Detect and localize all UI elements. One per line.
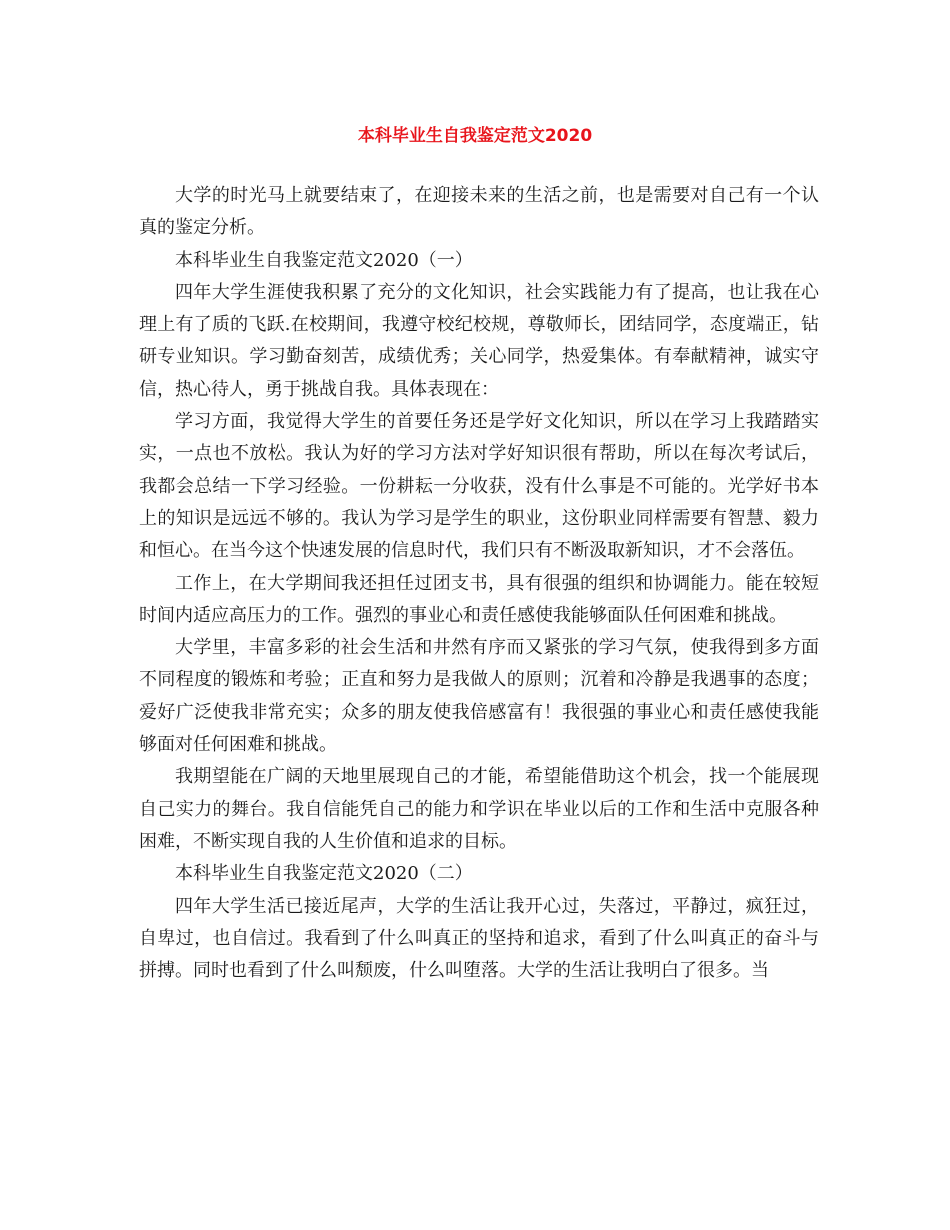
- document-body: [139, 180, 819, 987]
- body-paragraph: 学习方面，我觉得大学生的首要任务还是学好文化知识，所以在学习上我踏踏实实，一点也不放松。我认为好的学习方法对学好知识很有帮助，所以在每次考试后，我都会总结一下学习经验。一份耕耘一分收获，没有什么事是不可能的。光学好书本上的知识是远远不够的。我认为学习是学生的职业，这份职业同样需要有智慧、毅力和恒心。在当今这个快速发展的信息时代，我们只有不断汲取新知识，才不会落伍。: [139, 411, 819, 562]
- body-paragraph: 工作上，在大学期间我还担任过团支书，具有很强的组织和协调能力。能在较短时间内适应高压力的工作。强烈的事业心和责任感使我能够面队任何困难和挑战。: [139, 572, 819, 626]
- document-title: 本科毕业生自我鉴定范文2020: [357, 126, 593, 146]
- body-paragraph: 大学里，丰富多彩的社会生活和井然有序而又紧张的学习气氛，使我得到多方面不同程度的锻炼和考验；正直和努力是我做人的原则；沉着和冷静是我遇事的态度；爱好广泛使我非常充实；众多的朋友使我倍感富有！我很强的事业心和责任感使我能够面对任何困难和挑战。: [139, 637, 819, 756]
- section-heading-two: 本科毕业生自我鉴定范文2020（二）: [175, 863, 473, 885]
- intro-paragraph: 大学的时光马上就要结束了，在迎接未来的生活之前，也是需要对自己有一个认真的鉴定分析。: [139, 185, 819, 239]
- section-heading-one: 本科毕业生自我鉴定范文2020（一）: [175, 249, 473, 271]
- body-paragraph: 四年大学生活已接近尾声，大学的生活让我开心过，失落过，平静过，疯狂过，自卑过，也自信过。我看到了什么叫真正的坚持和追求，看到了什么叫真正的奋斗与拼搏。同时也看到了什么叫颓废，什么叫堕落。大学的生活让我明白了很多。当: [139, 895, 819, 982]
- body-paragraph: 四年大学生涯使我积累了充分的文化知识，社会实践能力有了提高，也让我在心理上有了质的飞跃.在校期间，我遵守校纪校规，尊敬师长，团结同学，态度端正，钻研专业知识。学习勤奋刻苦，成绩优秀；关心同学，热爱集体。有奉献精神，诚实守信，热心待人，勇于挑战自我。具体表现在：: [139, 281, 819, 400]
- body-paragraph: 我期望能在广阔的天地里展现自己的才能，希望能借助这个机会，找一个能展现自己实力的舞台。我自信能凭自己的能力和学识在毕业以后的工作和生活中克服各种困难，不断实现自我的人生价值和追求的目标。: [139, 766, 819, 852]
